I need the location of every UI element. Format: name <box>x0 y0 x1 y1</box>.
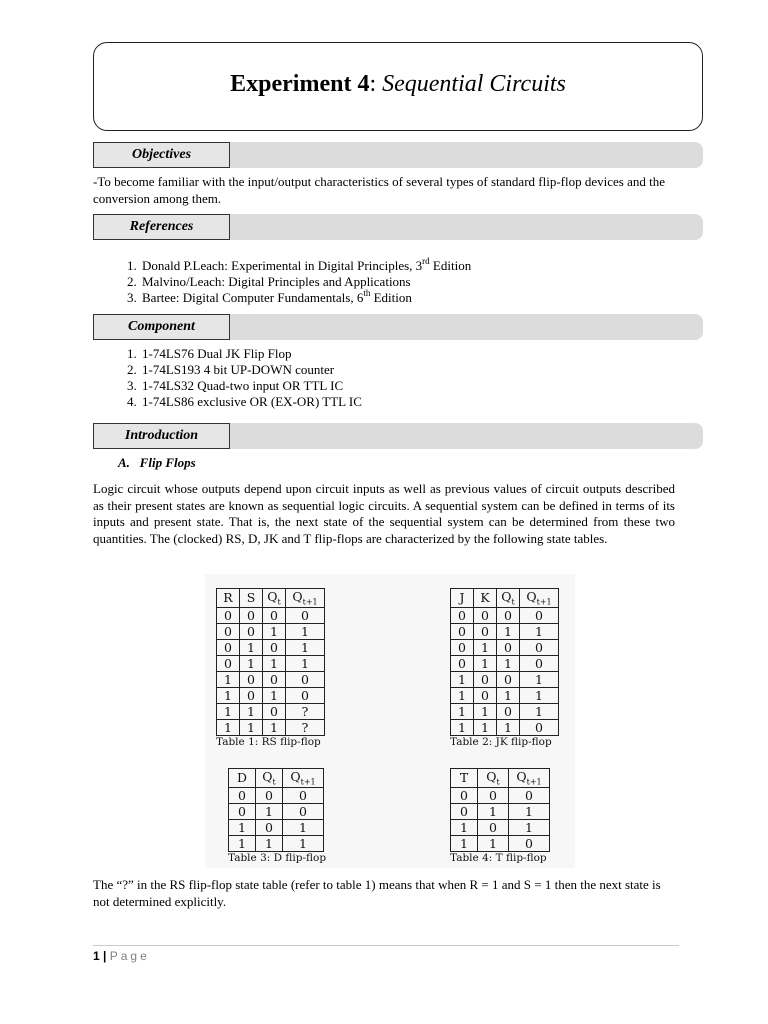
table-cell: 0 <box>451 639 474 655</box>
table-cell: 0 <box>286 687 325 703</box>
table-cell: 1 <box>474 703 497 719</box>
rs-table-caption: Table 1: RS flip-flop <box>216 735 321 748</box>
table-cell: 0 <box>256 787 283 803</box>
section-label-objectives: Objectives <box>93 142 230 168</box>
reference-item: 3. Bartee: Digital Computer Fundamentals, 6th Edition <box>140 290 640 306</box>
jk-state-table <box>450 588 559 736</box>
table-cell: 0 <box>520 639 559 655</box>
table-cell: 1 <box>229 835 256 851</box>
table-cell: 0 <box>283 803 324 819</box>
page-number: 1 <box>93 949 100 963</box>
table-row <box>451 719 559 735</box>
table-cell: 0 <box>509 835 550 851</box>
table-cell: 0 <box>263 671 286 687</box>
rs-state-table <box>216 588 325 736</box>
title-box <box>93 42 703 131</box>
table-cell: 0 <box>451 607 474 623</box>
table-cell: 0 <box>240 671 263 687</box>
table-header-cell: $Q_t$ <box>478 769 509 788</box>
section-label-introduction: Introduction <box>93 423 230 449</box>
table-cell: 0 <box>286 607 325 623</box>
table-cell: 1 <box>451 671 474 687</box>
section-bar-objectives <box>93 142 703 168</box>
table-cell: 1 <box>240 639 263 655</box>
d-table-block <box>228 768 326 864</box>
table-cell: 1 <box>286 639 325 655</box>
table-cell: 1 <box>478 803 509 819</box>
table-cell: 1 <box>478 835 509 851</box>
table-header-cell: J <box>451 589 474 608</box>
table-cell: 0 <box>520 607 559 623</box>
table-row <box>451 787 550 803</box>
section-label-references: References <box>93 214 230 240</box>
table-cell: 0 <box>520 655 559 671</box>
table-cell: 0 <box>229 803 256 819</box>
table-cell: 1 <box>451 835 478 851</box>
table-row <box>229 787 324 803</box>
component-item: 4. 1-74LS86 exclusive OR (EX-OR) TTL IC <box>140 394 640 410</box>
table-cell: 1 <box>451 819 478 835</box>
table-cell: 0 <box>240 607 263 623</box>
table-cell: 0 <box>217 623 240 639</box>
page-footer <box>93 949 150 963</box>
table-cell: 1 <box>286 623 325 639</box>
table-cell: 1 <box>217 719 240 735</box>
table-cell: 1 <box>451 687 474 703</box>
table-header-cell: $Q_{t+1}$ <box>520 589 559 608</box>
table-cell: 0 <box>217 607 240 623</box>
table-cell: 1 <box>217 703 240 719</box>
reference-item: 2. Malvino/Leach: Digital Principles and Applications <box>140 274 640 290</box>
table-cell: ? <box>286 719 325 735</box>
table-cell: 0 <box>497 703 520 719</box>
table-cell: 1 <box>497 655 520 671</box>
table-cell: 1 <box>240 655 263 671</box>
table-cell: 1 <box>263 655 286 671</box>
table-cell: 0 <box>497 639 520 655</box>
table-cell: 0 <box>474 687 497 703</box>
d-table-caption: Table 3: D flip-flop <box>228 851 327 864</box>
table-header-cell: $Q_t$ <box>256 769 283 788</box>
table-cell: 0 <box>240 687 263 703</box>
table-header-cell: $Q_{t+1}$ <box>283 769 324 788</box>
table-row <box>451 703 559 719</box>
table-cell: 0 <box>497 607 520 623</box>
components-list <box>116 346 640 410</box>
table-header-cell: $Q_t$ <box>497 589 520 608</box>
component-item: 2. 1-74LS193 4 bit UP-DOWN counter <box>140 362 640 378</box>
table-cell: 1 <box>256 835 283 851</box>
table-cell: 1 <box>474 639 497 655</box>
title-bold: Experiment 4 <box>230 71 370 97</box>
table-row <box>229 803 324 819</box>
table-cell: 1 <box>474 655 497 671</box>
table-row <box>229 819 324 835</box>
title-italic: Sequential Circuits <box>382 71 566 97</box>
table-header-cell: R <box>217 589 240 608</box>
table-cell: 0 <box>509 787 550 803</box>
table-header-cell: T <box>451 769 478 788</box>
intro-text: Logic circuit whose outputs depend upon circuit inputs as well as previous values of circuit outputs described as their present states are known as sequential logic circuits. A sequential system can be defined in terms of its inputs and present state. That is, the next state of the sequential system can be determined from these two quantities. The (clocked) RS, D, JK and T flip-flops are characterized by the following state tables. <box>93 481 675 546</box>
table-cell: 0 <box>286 671 325 687</box>
footer-separator: | <box>103 949 107 963</box>
table-cell: 0 <box>497 671 520 687</box>
table-cell: 1 <box>240 719 263 735</box>
table-cell: 1 <box>240 703 263 719</box>
table-row <box>217 623 325 639</box>
table-cell: 1 <box>263 623 286 639</box>
table-header-row <box>451 769 550 788</box>
table-cell: 0 <box>474 607 497 623</box>
table-cell: 1 <box>286 655 325 671</box>
table-cell: 1 <box>217 687 240 703</box>
component-item: 3. 1-74LS32 Quad-two input OR TTL IC <box>140 378 640 394</box>
table-row <box>451 819 550 835</box>
d-state-table <box>228 768 324 852</box>
table-cell: 1 <box>520 687 559 703</box>
page-title <box>94 71 702 98</box>
table-row <box>451 639 559 655</box>
table-cell: 1 <box>283 835 324 851</box>
jk-table-block <box>450 588 559 748</box>
title-colon: : <box>369 71 377 97</box>
jk-table-caption: Table 2: JK flip-flop <box>450 735 552 748</box>
table-header-cell: $Q_t$ <box>263 589 286 608</box>
table-cell: 1 <box>451 719 474 735</box>
table-cell: 0 <box>256 819 283 835</box>
table-cell: 0 <box>283 787 324 803</box>
table-cell: 1 <box>509 819 550 835</box>
table-cell: 0 <box>240 623 263 639</box>
table-cell: 1 <box>229 819 256 835</box>
table-cell: 0 <box>263 639 286 655</box>
closing-text: The “?” in the RS flip-flop state table (refer to table 1) means that when R = 1 and S = 1 then the next state is not determined explicitly. <box>93 877 661 909</box>
table-cell: 0 <box>474 671 497 687</box>
table-row <box>451 671 559 687</box>
table-cell: 1 <box>509 803 550 819</box>
page-word: Page <box>109 949 150 963</box>
reference-item: 1. Donald P.Leach: Experimental in Digital Principles, 3rd Edition <box>140 258 640 274</box>
t-state-table <box>450 768 550 852</box>
table-cell: 1 <box>256 803 283 819</box>
table-row <box>217 687 325 703</box>
table-cell: 0 <box>217 655 240 671</box>
section-bar-component <box>93 314 703 340</box>
rs-table-block <box>216 588 325 748</box>
table-cell: 0 <box>229 787 256 803</box>
table-row <box>217 655 325 671</box>
table-header-cell: $Q_{t+1}$ <box>286 589 325 608</box>
table-row <box>217 703 325 719</box>
table-row <box>229 835 324 851</box>
table-row <box>217 639 325 655</box>
table-cell: 1 <box>497 687 520 703</box>
section-bar-references <box>93 214 703 240</box>
table-cell: 1 <box>263 719 286 735</box>
table-row <box>451 687 559 703</box>
table-cell: 1 <box>520 623 559 639</box>
table-cell: 1 <box>283 819 324 835</box>
section-label-component: Component <box>93 314 230 340</box>
table-header-row <box>217 589 325 608</box>
footer-divider <box>93 945 679 946</box>
table-cell: 0 <box>263 703 286 719</box>
table-header-cell: S <box>240 589 263 608</box>
table-header-cell: D <box>229 769 256 788</box>
table-cell: 0 <box>451 623 474 639</box>
table-cell: 1 <box>263 687 286 703</box>
table-cell: 0 <box>217 639 240 655</box>
table-cell: 0 <box>451 803 478 819</box>
table-cell: 0 <box>478 819 509 835</box>
table-cell: 0 <box>474 623 497 639</box>
table-cell: 1 <box>497 719 520 735</box>
table-cell: 1 <box>520 671 559 687</box>
objectives-text: -To become familiar with the input/output characteristics of several types of standard flip-flop devices and the conversion among them. <box>93 174 665 206</box>
table-row <box>451 835 550 851</box>
component-item: 1. 1-74LS76 Dual JK Flip Flop <box>140 346 640 362</box>
t-table-block <box>450 768 550 864</box>
table-cell: 1 <box>520 703 559 719</box>
table-row <box>451 655 559 671</box>
table-row <box>217 671 325 687</box>
table-cell: 1 <box>474 719 497 735</box>
table-header-cell: $Q_{t+1}$ <box>509 769 550 788</box>
t-table-caption: Table 4: T flip-flop <box>450 851 547 864</box>
table-header-row <box>229 769 324 788</box>
table-cell: 0 <box>520 719 559 735</box>
table-cell: 1 <box>451 703 474 719</box>
table-cell: 0 <box>478 787 509 803</box>
table-row <box>451 803 550 819</box>
table-row <box>451 607 559 623</box>
table-cell: 0 <box>451 787 478 803</box>
table-cell: 0 <box>451 655 474 671</box>
flip-flops-subheading: A. Flip Flops <box>118 455 196 470</box>
table-cell: 1 <box>497 623 520 639</box>
table-cell: ? <box>286 703 325 719</box>
references-list <box>116 258 640 306</box>
table-row <box>217 719 325 735</box>
section-bar-introduction <box>93 423 703 449</box>
table-header-cell: K <box>474 589 497 608</box>
table-header-row <box>451 589 559 608</box>
table-row <box>451 623 559 639</box>
table-cell: 1 <box>217 671 240 687</box>
table-cell: 0 <box>263 607 286 623</box>
table-row <box>217 607 325 623</box>
